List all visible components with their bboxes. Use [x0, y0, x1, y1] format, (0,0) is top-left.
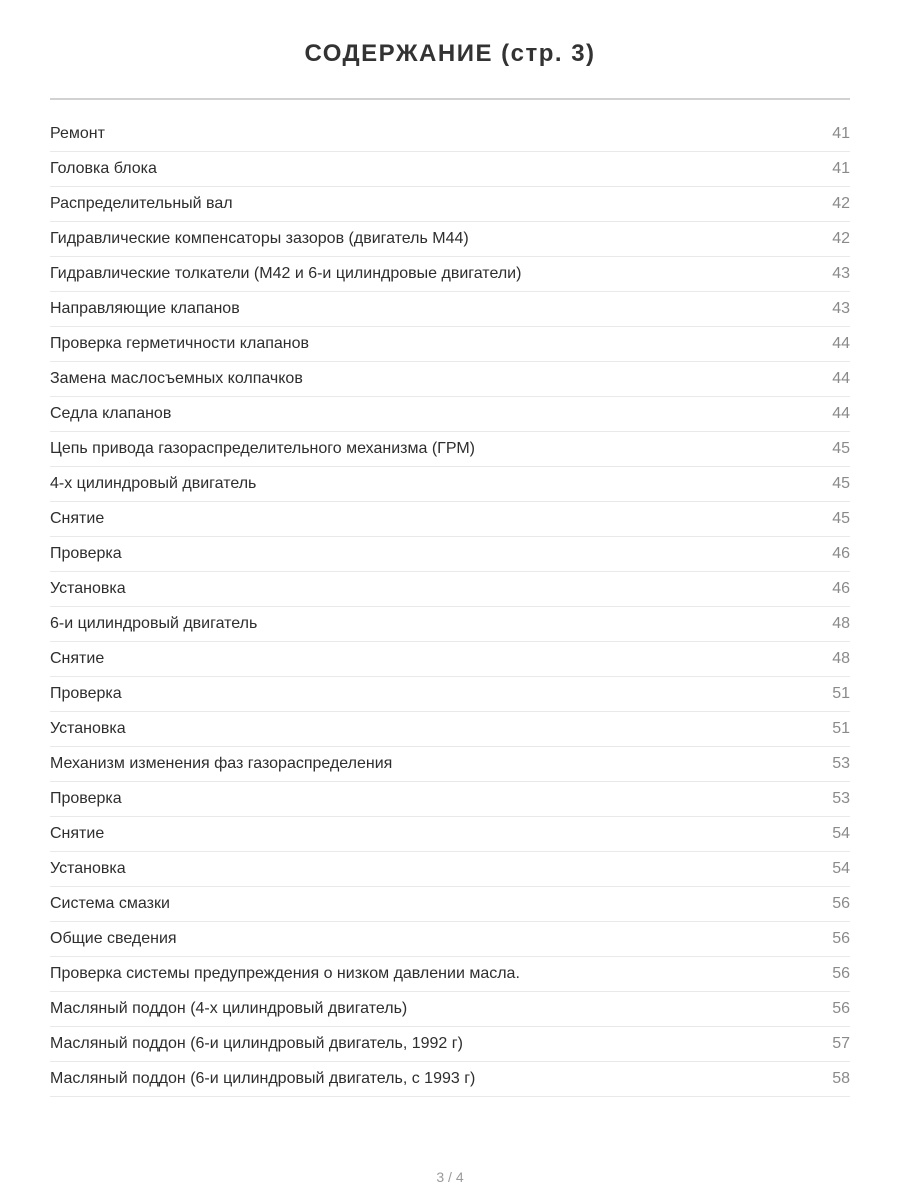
toc-item-page-number: 53 — [832, 755, 850, 772]
toc-row[interactable] — [50, 712, 850, 747]
toc-item-label: Снятие — [50, 650, 105, 667]
toc-item-page-number: 45 — [832, 440, 850, 457]
toc-item-label: Механизм изменения фаз газораспределения — [50, 755, 393, 772]
toc-row[interactable] — [50, 397, 850, 432]
toc-row[interactable] — [50, 782, 850, 817]
toc-row[interactable] — [50, 187, 850, 222]
toc-item-label: 6-и цилиндровый двигатель — [50, 615, 258, 632]
toc-item-label: Проверка системы предупреждения о низком давлении масла. — [50, 965, 520, 982]
toc-item-page-number: 48 — [832, 615, 850, 632]
toc-item-page-number: 56 — [832, 895, 850, 912]
toc-item-label: Замена маслосъемных колпачков — [50, 370, 303, 387]
toc-item-page-number: 56 — [832, 965, 850, 982]
toc-row[interactable] — [50, 852, 850, 887]
toc-item-label: 4-х цилиндровый двигатель — [50, 475, 257, 492]
toc-item-page-number: 44 — [832, 405, 850, 422]
toc-item-label: Масляный поддон (4-х цилиндровый двигатель) — [50, 1000, 408, 1017]
toc-row[interactable] — [50, 257, 850, 292]
toc-item-label: Проверка — [50, 685, 122, 702]
toc-item-label: Установка — [50, 720, 126, 737]
toc-item-page-number: 41 — [832, 125, 850, 142]
toc-item-page-number: 44 — [832, 335, 850, 352]
toc-row[interactable] — [50, 432, 850, 467]
page-indicator: 3 / 4 — [436, 1169, 464, 1185]
toc-item-page-number: 57 — [832, 1035, 850, 1052]
toc-item-label: Проверка герметичности клапанов — [50, 335, 310, 352]
toc-item-label: Головка блока — [50, 160, 157, 177]
toc-row[interactable] — [50, 502, 850, 537]
toc-row[interactable] — [50, 1027, 850, 1062]
header-divider — [50, 98, 850, 100]
toc-item-page-number: 51 — [832, 685, 850, 702]
toc-row[interactable] — [50, 922, 850, 957]
toc-item-label: Установка — [50, 860, 126, 877]
toc-item-label: Установка — [50, 580, 126, 597]
toc-row[interactable] — [50, 887, 850, 922]
toc-item-page-number: 44 — [832, 370, 850, 387]
toc-row[interactable] — [50, 992, 850, 1027]
toc-row[interactable] — [50, 222, 850, 257]
toc-list — [50, 117, 850, 1097]
toc-item-page-number: 42 — [832, 195, 850, 212]
toc-row[interactable] — [50, 292, 850, 327]
toc-item-page-number: 45 — [832, 475, 850, 492]
toc-item-label: Проверка — [50, 545, 122, 562]
toc-row[interactable] — [50, 607, 850, 642]
toc-item-label: Масляный поддон (6-и цилиндровый двигатель, с 1993 г) — [50, 1070, 476, 1087]
toc-item-label: Снятие — [50, 825, 105, 842]
toc-item-page-number: 56 — [832, 1000, 850, 1017]
toc-item-label: Гидравлические толкатели (М42 и 6-и цилиндровые двигатели) — [50, 265, 522, 282]
toc-row[interactable] — [50, 467, 850, 502]
toc-row[interactable] — [50, 362, 850, 397]
toc-item-label: Седла клапанов — [50, 405, 172, 422]
toc-item-label: Общие сведения — [50, 930, 177, 947]
toc-item-label: Направляющие клапанов — [50, 300, 240, 317]
toc-row[interactable] — [50, 537, 850, 572]
toc-item-label: Снятие — [50, 510, 105, 527]
toc-item-label: Цепь привода газораспределительного механизма (ГРМ) — [50, 440, 475, 457]
page-title: СОДЕРЖАНИЕ (стр. 3) — [304, 40, 596, 67]
toc-item-label: Система смазки — [50, 895, 170, 912]
toc-row[interactable] — [50, 1062, 850, 1097]
toc-item-page-number: 51 — [832, 720, 850, 737]
toc-item-label: Распределительный вал — [50, 195, 233, 212]
toc-row[interactable] — [50, 327, 850, 362]
toc-row[interactable] — [50, 677, 850, 712]
toc-item-page-number: 43 — [832, 265, 850, 282]
toc-item-page-number: 46 — [832, 545, 850, 562]
toc-item-page-number: 54 — [832, 860, 850, 877]
toc-item-page-number: 45 — [832, 510, 850, 527]
toc-item-page-number: 53 — [832, 790, 850, 807]
toc-row[interactable] — [50, 957, 850, 992]
toc-item-page-number: 48 — [832, 650, 850, 667]
toc-item-page-number: 41 — [832, 160, 850, 177]
toc-item-label: Ремонт — [50, 125, 105, 142]
toc-row[interactable] — [50, 747, 850, 782]
toc-row[interactable] — [50, 817, 850, 852]
toc-row[interactable] — [50, 152, 850, 187]
toc-item-page-number: 54 — [832, 825, 850, 842]
toc-row[interactable] — [50, 572, 850, 607]
toc-item-page-number: 56 — [832, 930, 850, 947]
toc-item-label: Масляный поддон (6-и цилиндровый двигатель, 1992 г) — [50, 1035, 463, 1052]
toc-item-label: Проверка — [50, 790, 122, 807]
toc-item-label: Гидравлические компенсаторы зазоров (двигатель М44) — [50, 230, 469, 247]
toc-row[interactable] — [50, 642, 850, 677]
toc-item-page-number: 46 — [832, 580, 850, 597]
toc-item-page-number: 43 — [832, 300, 850, 317]
toc-item-page-number: 42 — [832, 230, 850, 247]
toc-row[interactable] — [50, 117, 850, 152]
toc-item-page-number: 58 — [832, 1070, 850, 1087]
